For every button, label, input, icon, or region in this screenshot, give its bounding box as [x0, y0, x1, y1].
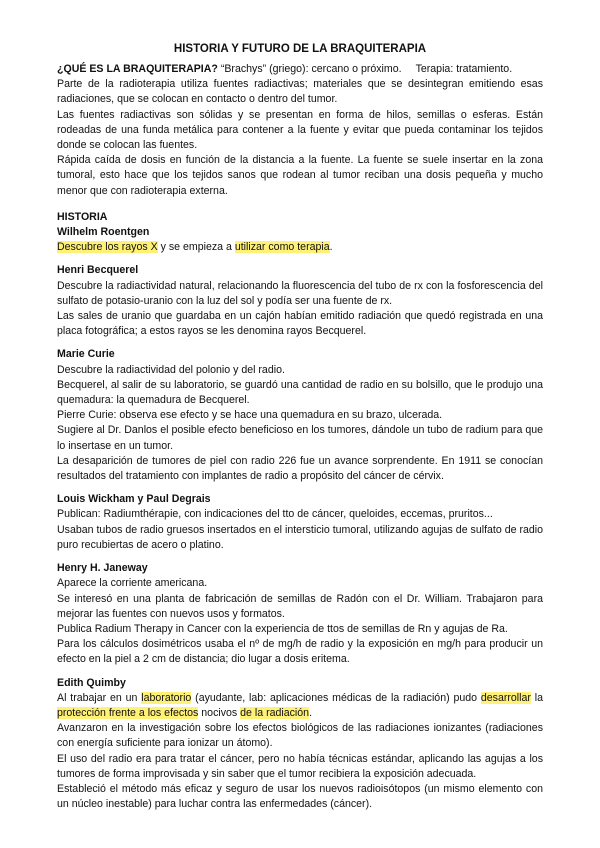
becquerel-name: Henri Becquerel [57, 264, 139, 277]
quimby-paragraph-3: El uso del radio era para tratar el cáncer, pero no había técnicas estándar, aplicando las agujas a los tumores de forma improvisada y sin saber que el tumor recibiera la exposición adecuada. [57, 752, 543, 780]
curie-name: Marie Curie [57, 348, 115, 361]
highlight-terapia: utilizar como terapia [234, 241, 330, 254]
janeway-paragraph-4: Para los cálculos dosimétricos usaba el nº de mg/h de radio y la exposición en mg/h para producir un efecto en la piel a 2 cm de distancia; dio lugar a dosis eritema. [57, 638, 543, 666]
wickham-degrais-name: Louis Wickham y Paul Degrais [57, 493, 211, 506]
quimby-paragraph-2: Avanzaron en la investigación sobre los efectos biológicos de las radiaciones ionizantes (radiaciones con energía suficiente para ionizar un átomo). [57, 722, 543, 750]
highlight-desarrollar: desarrollar [480, 691, 531, 704]
curie-paragraph-2: Becquerel, al salir de su laboratorio, se guardó una cantidad de radio en su bolsillo, que le produjo una quemadura: la quemadura de Becquerel. [57, 378, 543, 407]
becquerel-paragraph-1: Descubre la radiactividad natural, relacionando la fluorescencia del tubo de rx con la fosforescencia del sulfato de potasio-uranio con la luz del sol y podía ser una fuente de rx. [57, 279, 543, 307]
document-page [57, 42, 543, 812]
quimby-paragraph-4: Estableció el método más eficaz y seguro de usar los nuevos radioisótopos (un mismo elemento con un núcleo inestable) para luchar contra las enfermedades (cáncer). [57, 782, 543, 811]
quimby-name: Edith Quimby [57, 676, 126, 689]
janeway-paragraph-3: Publica Radium Therapy in Cancer con la experiencia de ttos de semillas de Rn y agujas de Ra. [57, 622, 508, 635]
curie-paragraph-4: Sugiere al Dr. Danlos el posible efecto beneficioso en los tumores, dándole un tubo de radium para que lo insertase en un tumor. [57, 424, 543, 452]
intro-paragraph-2: Las fuentes radiactivas son sólidas y se presentan en forma de hilos, semillas o esferas. Están rodeadas de una funda metálica para contener a la fuente y evitar que pueda contaminar los tejidos donde se colocan las fuentes. [57, 108, 543, 152]
intro-therapy-def: Terapia: tratamiento. [415, 63, 513, 75]
quimby-paragraph-1: Al trabajar en un laboratorio (ayudante, lab: aplicaciones médicas de la radiación) pudo desarrollar la protección frente a los efectos nocivos de la radiación. [57, 691, 543, 719]
highlight-rayos-x: Descubre los rayos X [57, 241, 158, 254]
intro-definition [57, 62, 543, 77]
roentgen-paragraph: Descubre los rayos X y se empieza a utilizar como terapia. [57, 241, 333, 254]
intro-question: ¿QUÉ ES LA BRAQUITERAPIA? [57, 63, 218, 75]
highlight-proteccion: protección frente a los efectos [57, 706, 199, 719]
document-title: HISTORIA Y FUTURO DE LA BRAQUITERAPIA [173, 43, 427, 55]
janeway-name: Henry H. Janeway [57, 562, 148, 575]
becquerel-paragraph-2: Las sales de uranio que guardaba en un cajón habían emitido radiación que quedó registrada en una placa fotográfica; a estos rayos se les denomina rayos Becquerel. [57, 310, 543, 338]
highlight-laboratorio: laboratorio [141, 691, 192, 704]
janeway-paragraph-2: Se interesó en una planta de fabricación de semillas de Radón con el Dr. William. Trabajaron para mejorar las fuentes con nuevos usos y formatos. [57, 592, 543, 620]
curie-paragraph-3: Pierre Curie: observa ese efecto y se hace una quemadura en su brazo, ulcerada. [57, 409, 443, 422]
roentgen-name: Wilhelm Roentgen [57, 226, 150, 239]
curie-paragraph-5: La desaparición de tumores de piel con radio 226 fue un avance sorprendente. En 1911 se conocían resultados del tratamiento con implantes de radio a propósito del cáncer de cérvix. [57, 454, 543, 483]
wickham-paragraph-2: Usaban tubos de radio gruesos insertados en el intersticio tumoral, utilizando agujas de sulfato de radio puro recubiertas de acero o platino. [57, 523, 543, 551]
highlight-radiacion: de la radiación [240, 706, 310, 719]
intro-paragraph-1: Parte de la radioterapia utiliza fuentes radiactivas; materiales que se desintegran emitiendo esas radiaciones, que se colocan en contacto o dentro del tumor. [57, 78, 543, 106]
intro-paragraph-3: Rápida caída de dosis en función de la distancia a la fuente. La fuente se suele insertar en la zona tumoral, esto hace que los tejidos sanos que rodean al tumor reciban una dosis pequeña y mucho menor que con radioterapia externa. [57, 154, 543, 197]
curie-paragraph-1: Descubre la radiactividad del polonio y del radio. [57, 363, 285, 376]
wickham-paragraph-1: Publican: Radiumthérapie, con indicaciones del tto de cáncer, queloides, eccemas, pruritos... [57, 508, 493, 521]
janeway-paragraph-1: Aparece la corriente americana. [57, 577, 208, 590]
intro-etymology: “Brachys” (griego): cercano o próximo. [217, 63, 402, 75]
historia-heading: HISTORIA [57, 210, 108, 223]
